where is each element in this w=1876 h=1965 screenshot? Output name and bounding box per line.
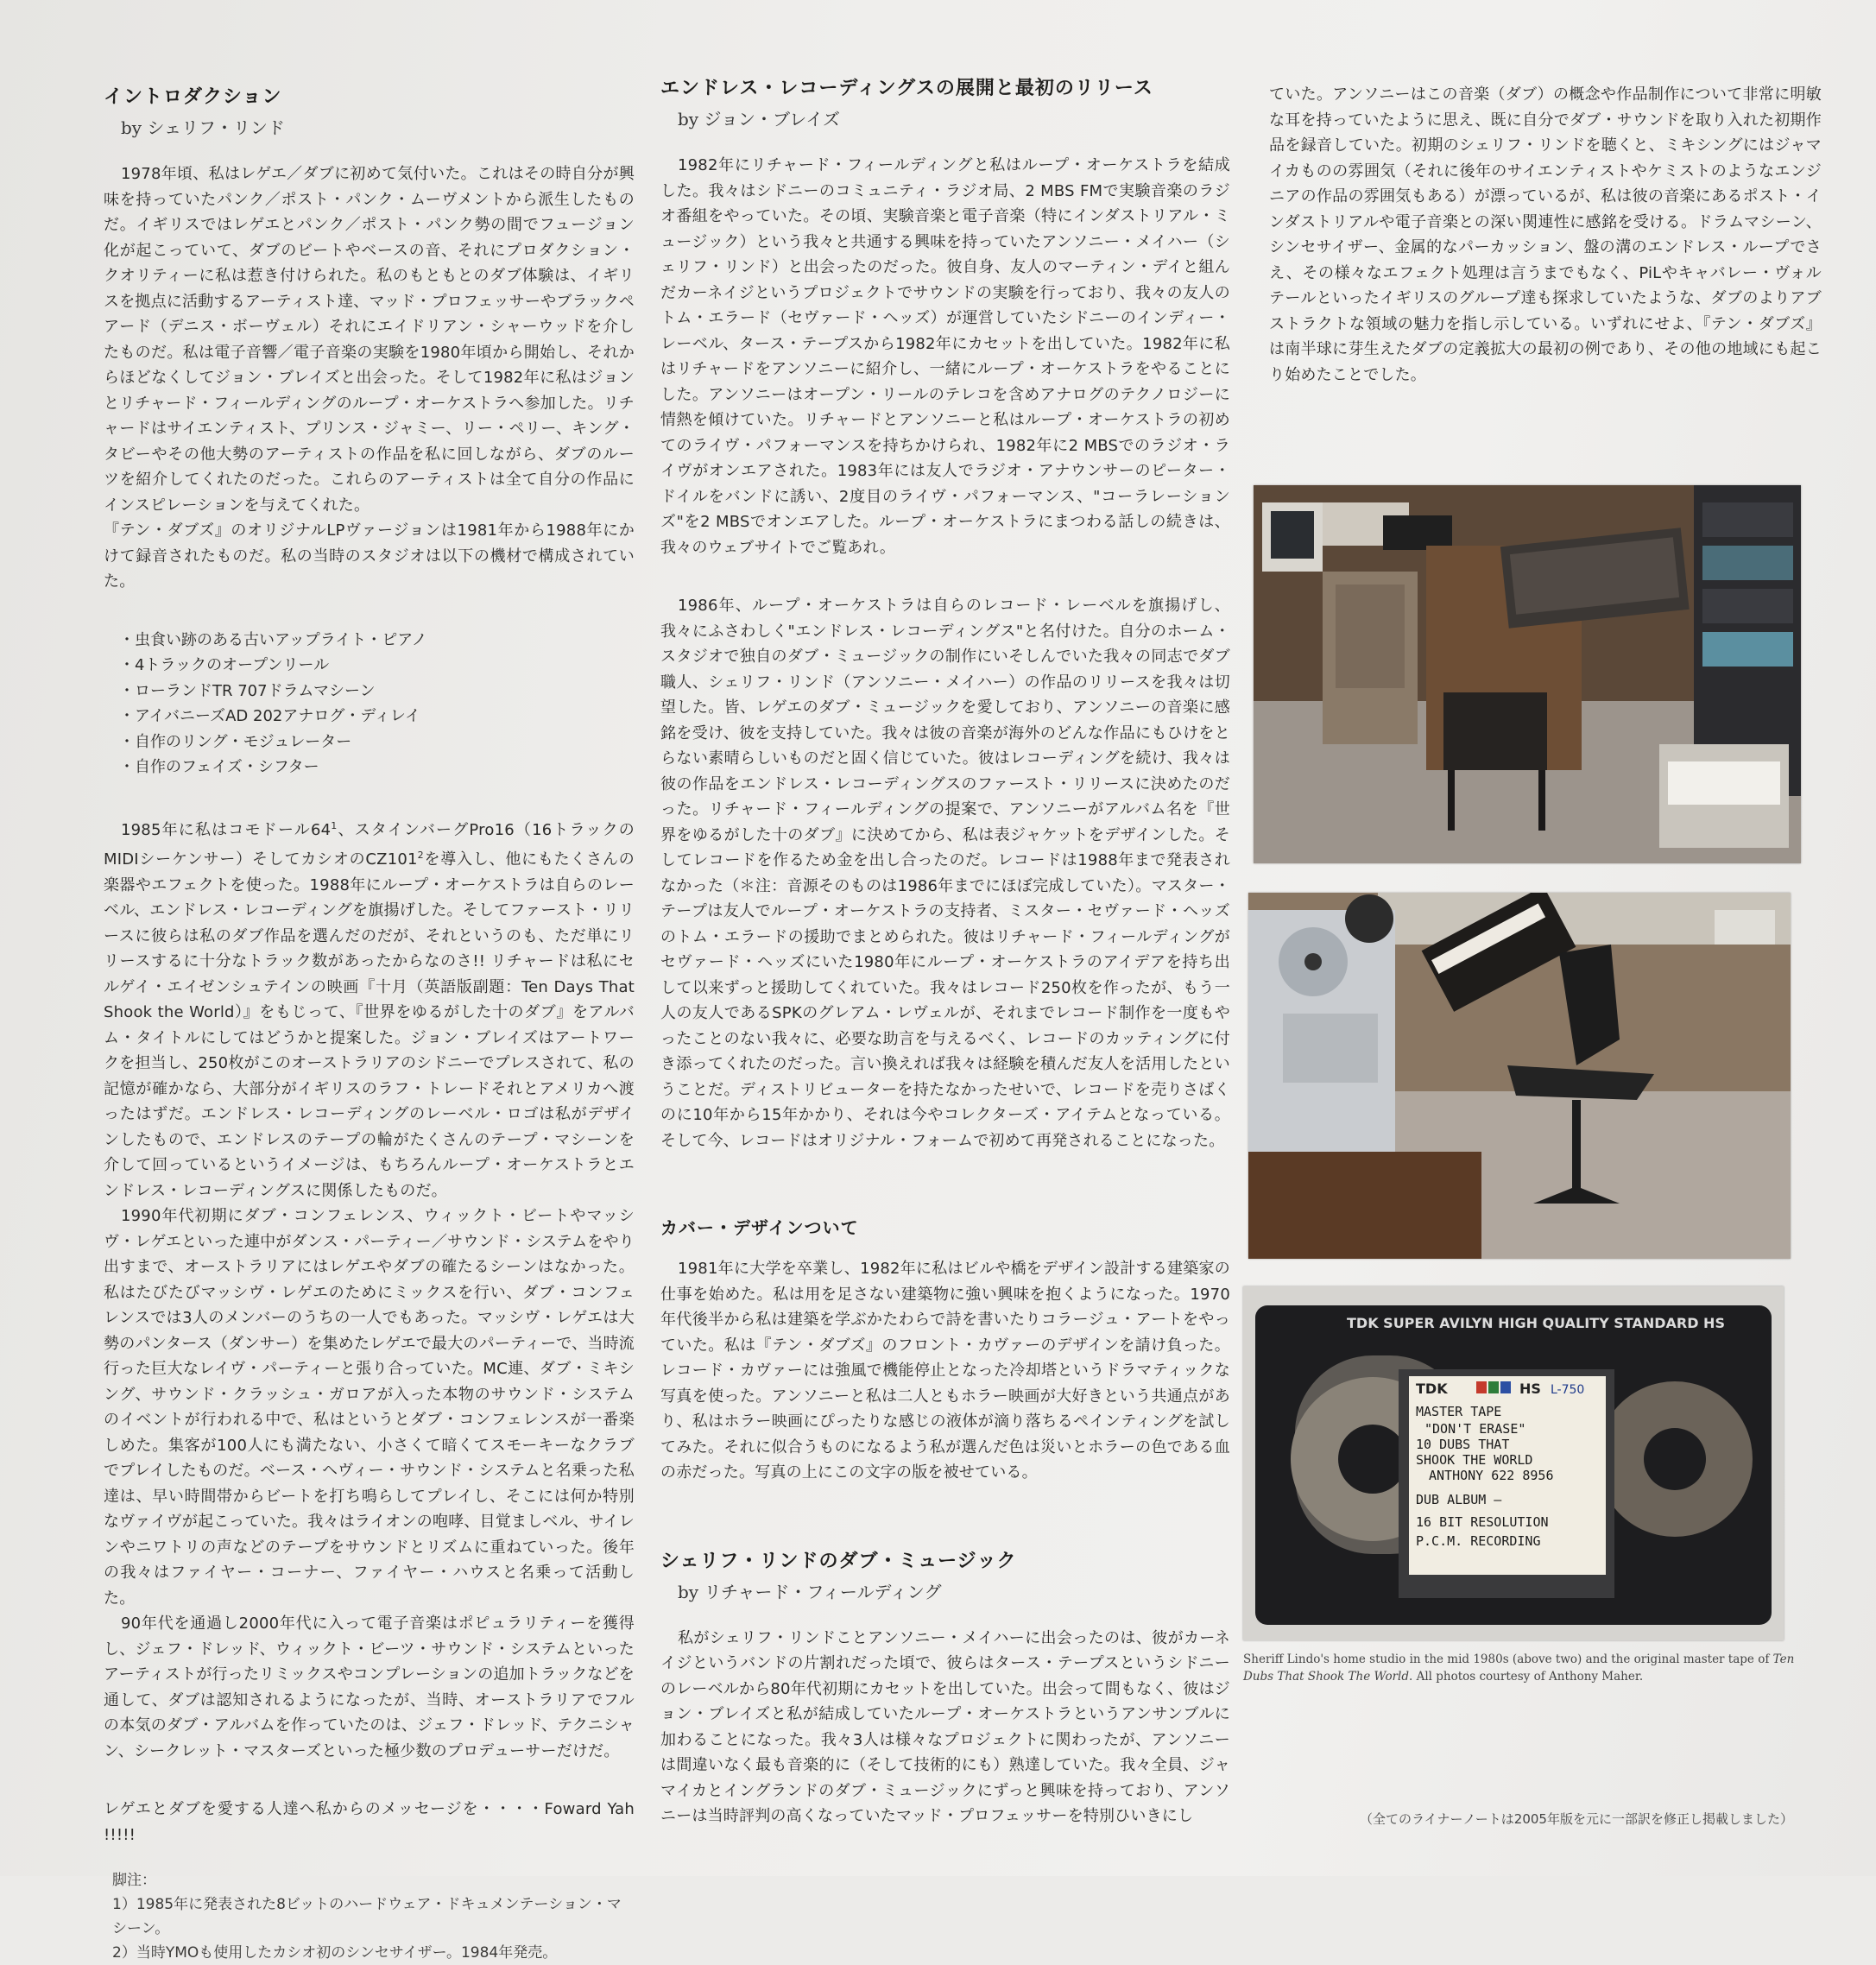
studio-photo-mixer <box>1254 485 1801 863</box>
endless-byline: by ジョン・ブレイズ <box>678 109 841 130</box>
endless-title: エンドレス・レコーディングスの展開と最初のリリース <box>660 77 1153 99</box>
studio-photo-tape-machine <box>1248 893 1791 1259</box>
studio-gear-list <box>104 628 635 780</box>
label-length: L-750 <box>1551 1383 1585 1397</box>
p3-part-c: を導入し、他にもたくさんの楽器やエフェクトを使った。1988年にループ・オーケストラは自らのレーベル、エンドレス・レコーディングを旗揚げした。そしてファースト・リリースに彼らは私のダブ作品を選んだのだが、それというのも、ただ単にリリースするに十分なトラック数があったからなのさ!! リチャードは私にセルゲイ・エイゼンシュテインの映画『十月（英語版副題：Ten Days That Shook the World）』をもじって、『世界をゆるがした十のダブ』をアルバム・タイトルにしてはどうかと提案した。ジョン・ブレイズはアートワークを担当し、250枚がこのオーストラリアのシドニーでプレスされて、私の記憶が確かなら、大部分がイギリスのラフ・トレードそれとアメリカへ渡ったはずだ。エンドレス・レコーディングのレーベル・ロゴは私がデザインしたもので、エンドレスのテープの輪がたくさんのテープ・マシーンを介して回っているというイメージは、もちろんループ・オーケストラとエンドレス・レコーディングスに関係したものだ。 <box>104 850 635 1200</box>
gear-item: ・虫食い跡のある古いアップライト・ピアノ <box>119 630 427 649</box>
tape-machine-illustration <box>1248 893 1791 1259</box>
endless-paragraph-1: 1982年にリチャード・フィールディングと私はループ・オーケストラを結成した。我々はシドニーのコミュニティ・ラジオ局、2 MBS FMで実験音楽のラジオ番組をやっていた。その頃、実験音楽と電子音楽（特にインダストリアル・ミュージック）という我々と共通する興味を持っていたアンソニー・メイハー（シェリフ・リンド）と出会ったのだった。彼自身、友人のマーティン・デイと組んだカーネイジというプロジェクトでサウンドの実験を行っており、我々の友人のトム・エラード（セヴァード・ヘッズ）が運営していたシドニーのインディー・レーベル、タース・テープスから1982年にカセットを出していた。1982年に私はリチャードをアンソニーに紹介し、一緒にループ・オーケストラをやることにした。アンソニーはオープン・リールのテレコを含めアナログのテクノロジーに情熱を傾けていた。リチャードとアンソニーと私はループ・オーケストラの初めてのライヴ・パフォーマンスを持ちかけられ、1982年に2 MBSでのラジオ・ライヴがオンエアされた。1983年には友人でラジオ・アナウンサーのピーター・ドイルをバンドに誘い、2度目のライヴ・パフォーマンス、"コーラレーションズ"を2 MBSでオンエアした。ループ・オーケストラにまつわる話しの続きは、我々のウェブサイトでご覧あれ。 <box>660 156 1230 557</box>
cover-title: カバー・デザインついて <box>660 1217 859 1238</box>
tape-label-line-8: P.C.M. RECORDING <box>1416 1533 1541 1549</box>
master-tape-photo <box>1243 1286 1784 1640</box>
liner-notes-credit: （全てのライナーノートは2005年版を元に一部訳を修正し掲載しました） <box>1360 1811 1793 1827</box>
tape-label-line-4: SHOOK THE WORLD <box>1416 1452 1533 1468</box>
intro-paragraph-4: 1990年代初期にダブ・コンフェレンス、ウィックト・ビートやマッシヴ・レゲエといった連中がダンス・パーティー／サウンド・システムをやり出すまで、オーストラリアにはレゲエやダブの確たるシーンはなかった。私はたびたびマッシヴ・レゲエのためにミックスを行い、ダブ・コンフェレンスでは3人のメンバーのうちの一人でもあった。マッシヴ・レゲエは大勢のパンタース（ダンサー）を集めたレゲエで最大のパーティーで、当時流行った巨大なレイヴ・パーティーと張り合っていた。MC連、ダブ・ミキシング、サウンド・クラッシュ・ガロアが入った本物のサウンド・システムのイベントが行われる中で、私はというとダブ・コンフェレンスが一番楽しめた。集客が100人にも満たない、小さくて暗くてスモーキーなクラブでプレイしたものだ。ベース・ヘヴィー・サウンド・システムと名乗った私達は、早い時間帯からビートを打ち鳴らしてプレイし、そこには何か特別なヴァイヴが起こっていた。我々はライオンの咆哮、目覚ましベル、サイレンやニワトリの声などのテープをサウンドとリズムに重ねていった。後年の我々はファイヤー・コーナー、ファイヤー・ハウスと名乗って活動した。 <box>104 1207 635 1608</box>
gear-item: ・自作のリング・モジュレーター <box>119 732 352 751</box>
photo-caption <box>1243 1651 1796 1685</box>
caption-text-1: Sheriff Lindo's home studio in the mid 1980s (above two) and the original master tape of <box>1243 1652 1773 1666</box>
tdk-brand-text: TDK SUPER AVILYN HIGH QUALITY STANDARD HS <box>1347 1315 1725 1331</box>
label-hs: HS <box>1519 1381 1541 1397</box>
footnote-title: 脚注： <box>112 1872 156 1889</box>
dub-paragraph-1: 私がシェリフ・リンドことアンソニー・メイハーに出会ったのは、彼がカーネイジというバンドの片割れだった頃で、彼らはタース・テープスというシドニーのレーベルから80年代初期にカセットを出していた。出会って間もなく、彼はジョン・ブレイズと私が結成していたループ・オーケストラというアンサンブルに加わることになった。我々3人は様々なプロジェクトに関わったが、アンソニーは間違いなく最も音楽的に（そして技術的にも）熟達していた。我々全員、ジャマイカとイングランドのダブ・ミュージックにずっと興味を持っており、アンソニーは当時評判の高くなっていたマッド・プロフェッサーを特別ひいきにし <box>660 1628 1230 1825</box>
master-tape-illustration <box>1243 1286 1784 1640</box>
tape-label-line-7: 16 BIT RESOLUTION <box>1416 1514 1549 1530</box>
gear-item: ・自作のフェイズ・シフター <box>119 758 319 776</box>
cover-paragraph: 1981年に大学を卒業し、1982年に私はビルや橋をデザイン設計する建築家の仕事を始めた。私は用を足さない建築物に強い興味を抱くようになった。1970年代後半から私は建築を学ぶかたわらで詩を書いたりコラージュ・アートをやっていた。私は『テン・ダブズ』のフロント・カヴァーのデザインを請け負った。レコード・カヴァーには強風で機能停止となった冷却塔というドラマティックな写真を使った。アンソニーと私は二人ともホラー映画が大好きという共通点があり、私はホラー映画にぴったりな感じの液体が滴り落ちるペインティングを試してみた。それに似合うものになるよう私が選んだ色は災いとホラーの色である血の赤だった。写真の上にこの文字の版を被せている。 <box>660 1260 1230 1482</box>
p3-part-b: 、スタインバーグPro16（16トラックのMIDIシーケンサー）そしてカシオのCZ101 <box>104 820 635 869</box>
intro-paragraph-3 <box>104 813 635 1204</box>
tape-label-line-6: DUB ALBUM — <box>1416 1492 1502 1507</box>
footnotes <box>112 1868 635 1965</box>
label-brand: TDK <box>1416 1381 1448 1397</box>
intro-message: レゲエとダブを愛する人達へ私からのメッセージを・・・・Foward Yah !!!!! <box>104 1800 635 1844</box>
intro-paragraph-2: 『テン・ダブズ』のオリジナルLPヴァージョンは1981年から1988年にかけて録音されたものだ。私の当時のスタジオは以下の機材で構成されていた。 <box>104 521 635 591</box>
gear-item: ・アイバニーズAD 202アナログ・ディレイ <box>119 707 421 725</box>
tape-label-line-2: "DON'T ERASE" <box>1424 1421 1526 1437</box>
tape-label-line-5: ANTHONY 622 8956 <box>1429 1468 1554 1483</box>
caption-text-2: . All photos courtesy of Anthony Maher. <box>1409 1670 1644 1684</box>
caption-album-title: Ten Dubs That Shook The World <box>1243 1652 1795 1684</box>
column-dub-continued <box>1269 82 1822 388</box>
gear-item: ・4トラックのオープンリール <box>119 656 330 674</box>
dub-byline: by リチャード・フィールディング <box>678 1581 942 1602</box>
intro-title: イントロダクション <box>104 85 282 108</box>
footnote-2: 2）当時YMOも使用したカシオ初のシンセサイザー。1984年発売。 <box>112 1944 558 1962</box>
endless-paragraph-2: 1986年、ループ・オーケストラは自らのレコード・レーベルを旗揚げし、我々にふさわしく"エンドレス・レコーディングス"と名付けた。自分のホーム・スタジオで独自のダブ・ミュージックの制作にいそしんでいた我々の同志でダブ職人、シェリフ・リンド（アンソニー・メイハー）の作品のリリースを我々は切望した。皆、レゲエのダブ・ミュージックを愛しており、アンソニーの音楽に感銘を受け、彼を支持していた。我々は彼の音楽が海外のどんな作品にもひけをとらない素晴らしいものだと固く信じていた。彼はレコーディングを続け、我々は彼の作品をエンドレス・レコーディングスのファースト・リリースに決めたのだった。リチャード・フィールディングの提案で、アンソニーがアルバム名を『世界をゆるがした十のダブ』に決めてから、私は表ジャケットをデザインした。そしてレコードを作るため金を出し合ったのだ。レコードは1988年まで発表されなかった（＊注：音源そのものは1986年までにほぼ完成していた）。マスター・テープは友人でループ・オーケストラの支持者、ミスター・セヴァード・ヘッズのトム・エラードの援助でまとめられた。彼はリチャード・フィールディングがセヴァード・ヘッズにいた1980年にループ・オーケストラのアイデアを持ち出して以来ずっと援助してくれていた。我々はレコード250枚を作ったが、もう一人の友人であるSPKのグレアム・レヴェルが、それまでレコード制作を一度もやったことのない我々に、必要な助言を与えるべく、レコードのカッティングに付き添ってくれたのだった。言い換えれば我々は経験を積んだ友人を活用したということだ。ディストリビューターを持たなかったせいで、レコードを売りさばくのに10年から15年かかり、それは今やコレクターズ・アイテムとなっている。そして今、レコードはオリジナル・フォームで初めて再発されることになった。 <box>660 597 1230 1150</box>
footnote-1: 1）1985年に発表された8ビットのハードウェア・ドキュメンテーション・マシーン。 <box>112 1896 622 1937</box>
footnote-ref-2: 2 <box>417 850 424 861</box>
intro-byline: by シェリフ・リンド <box>121 117 286 138</box>
column-endless <box>660 73 1230 1829</box>
intro-paragraph-1: 1978年頃、私はレゲエ／ダブに初めて気付いた。これはその時自分が興味を持っていたパンク／ポスト・パンク・ムーヴメントから派生したものだ。イギリスではレゲエとパンク／ポスト・パンク勢の間でフュージョン化が起こっていて、ダブのビートやベースの音、それにプロダクション・クオリティーに私は惹き付けられた。私のもともとのダブ体験は、イギリスを拠点に活動するアーティスト達、マッド・プロフェッサーやブラックペアード（デニス・ボーヴェル）それにエイドリアン・シャーウッドを介したものだ。私は電子音響／電子音楽の実験を1980年頃から開始し、それからほどなくしてジョン・ブレイズと出会った。そして1982年に私はジョンとリチャード・フィールディングのループ・オーケストラへ参加した。リチャードはサイエンティスト、プリンス・ジャミー、リー・ペリー、キング・タビーやその他大勢のアーティストの作品を私に回しながら、ダブのルーツを紹介してくれたのだった。これらのアーティストは全て自分の作品にインスピレーションを与えてくれた。 <box>104 165 635 515</box>
dub-title: シェリフ・リンドのダブ・ミュージック <box>660 1549 1017 1572</box>
p3-part-a: 1985年に私はコモドール64 <box>121 820 332 839</box>
tape-label-line-3: 10 DUBS THAT <box>1416 1437 1510 1452</box>
footnote-ref-1: 1 <box>331 819 338 831</box>
tape-label-line-1: MASTER TAPE <box>1416 1404 1502 1419</box>
studio-mixer-illustration <box>1254 485 1801 863</box>
intro-paragraph-5: 90年代を通過し2000年代に入って電子音楽はポピュラリティーを獲得し、ジェフ・ドレッド、ウィックト・ビーツ・サウンド・システムといったアーティストが行ったリミックスやコンプレーションの追加トラックなどを通して、ダブは認知されるようになったが、当時、オーストラリアでフルの本気のダブ・アルバムを作っていたのは、ジェフ・ドレッド、テクニシャン、シークレット・マスターズといった極少数のプロデューサーだけだ。 <box>104 1614 635 1760</box>
dub-paragraph-continued: ていた。アンソニーはこの音楽（ダブ）の概念や作品制作について非常に明敏な耳を持っていたように思え、既に自分でダブ・サウンドを取り入れた初期作品を録音していた。初期のシェリフ・リンドを聴くと、ミキシングにはジャマイカものの雰囲気（それに後年のサイエンティストやケミストのようなエンジニアの作品の雰囲気もある）が漂っているが、私は彼の音楽にあるポスト・インダストリアルや電子音楽との深い関連性に感銘を受ける。ドラムマシーン、シンセサイザー、金属的なパーカッション、盤の溝のエンドレス・ループでさえ、その様々なエフェクト処理は言うまでもなく、PiLやキャバレー・ヴォルテールといったイギリスのグループ達も探求していたような、ダブのよりアブストラクトな領域の魅力を指し示している。いずれにせよ、『テン・ダブズ』は南半球に芽生えたダブの定義拡大の最初の例であり、その他の地域にも起こり始めたことでした。 <box>1269 85 1822 384</box>
gear-item: ・ローランドTR 707ドラムマシーン <box>119 681 376 700</box>
column-intro <box>104 82 635 1965</box>
